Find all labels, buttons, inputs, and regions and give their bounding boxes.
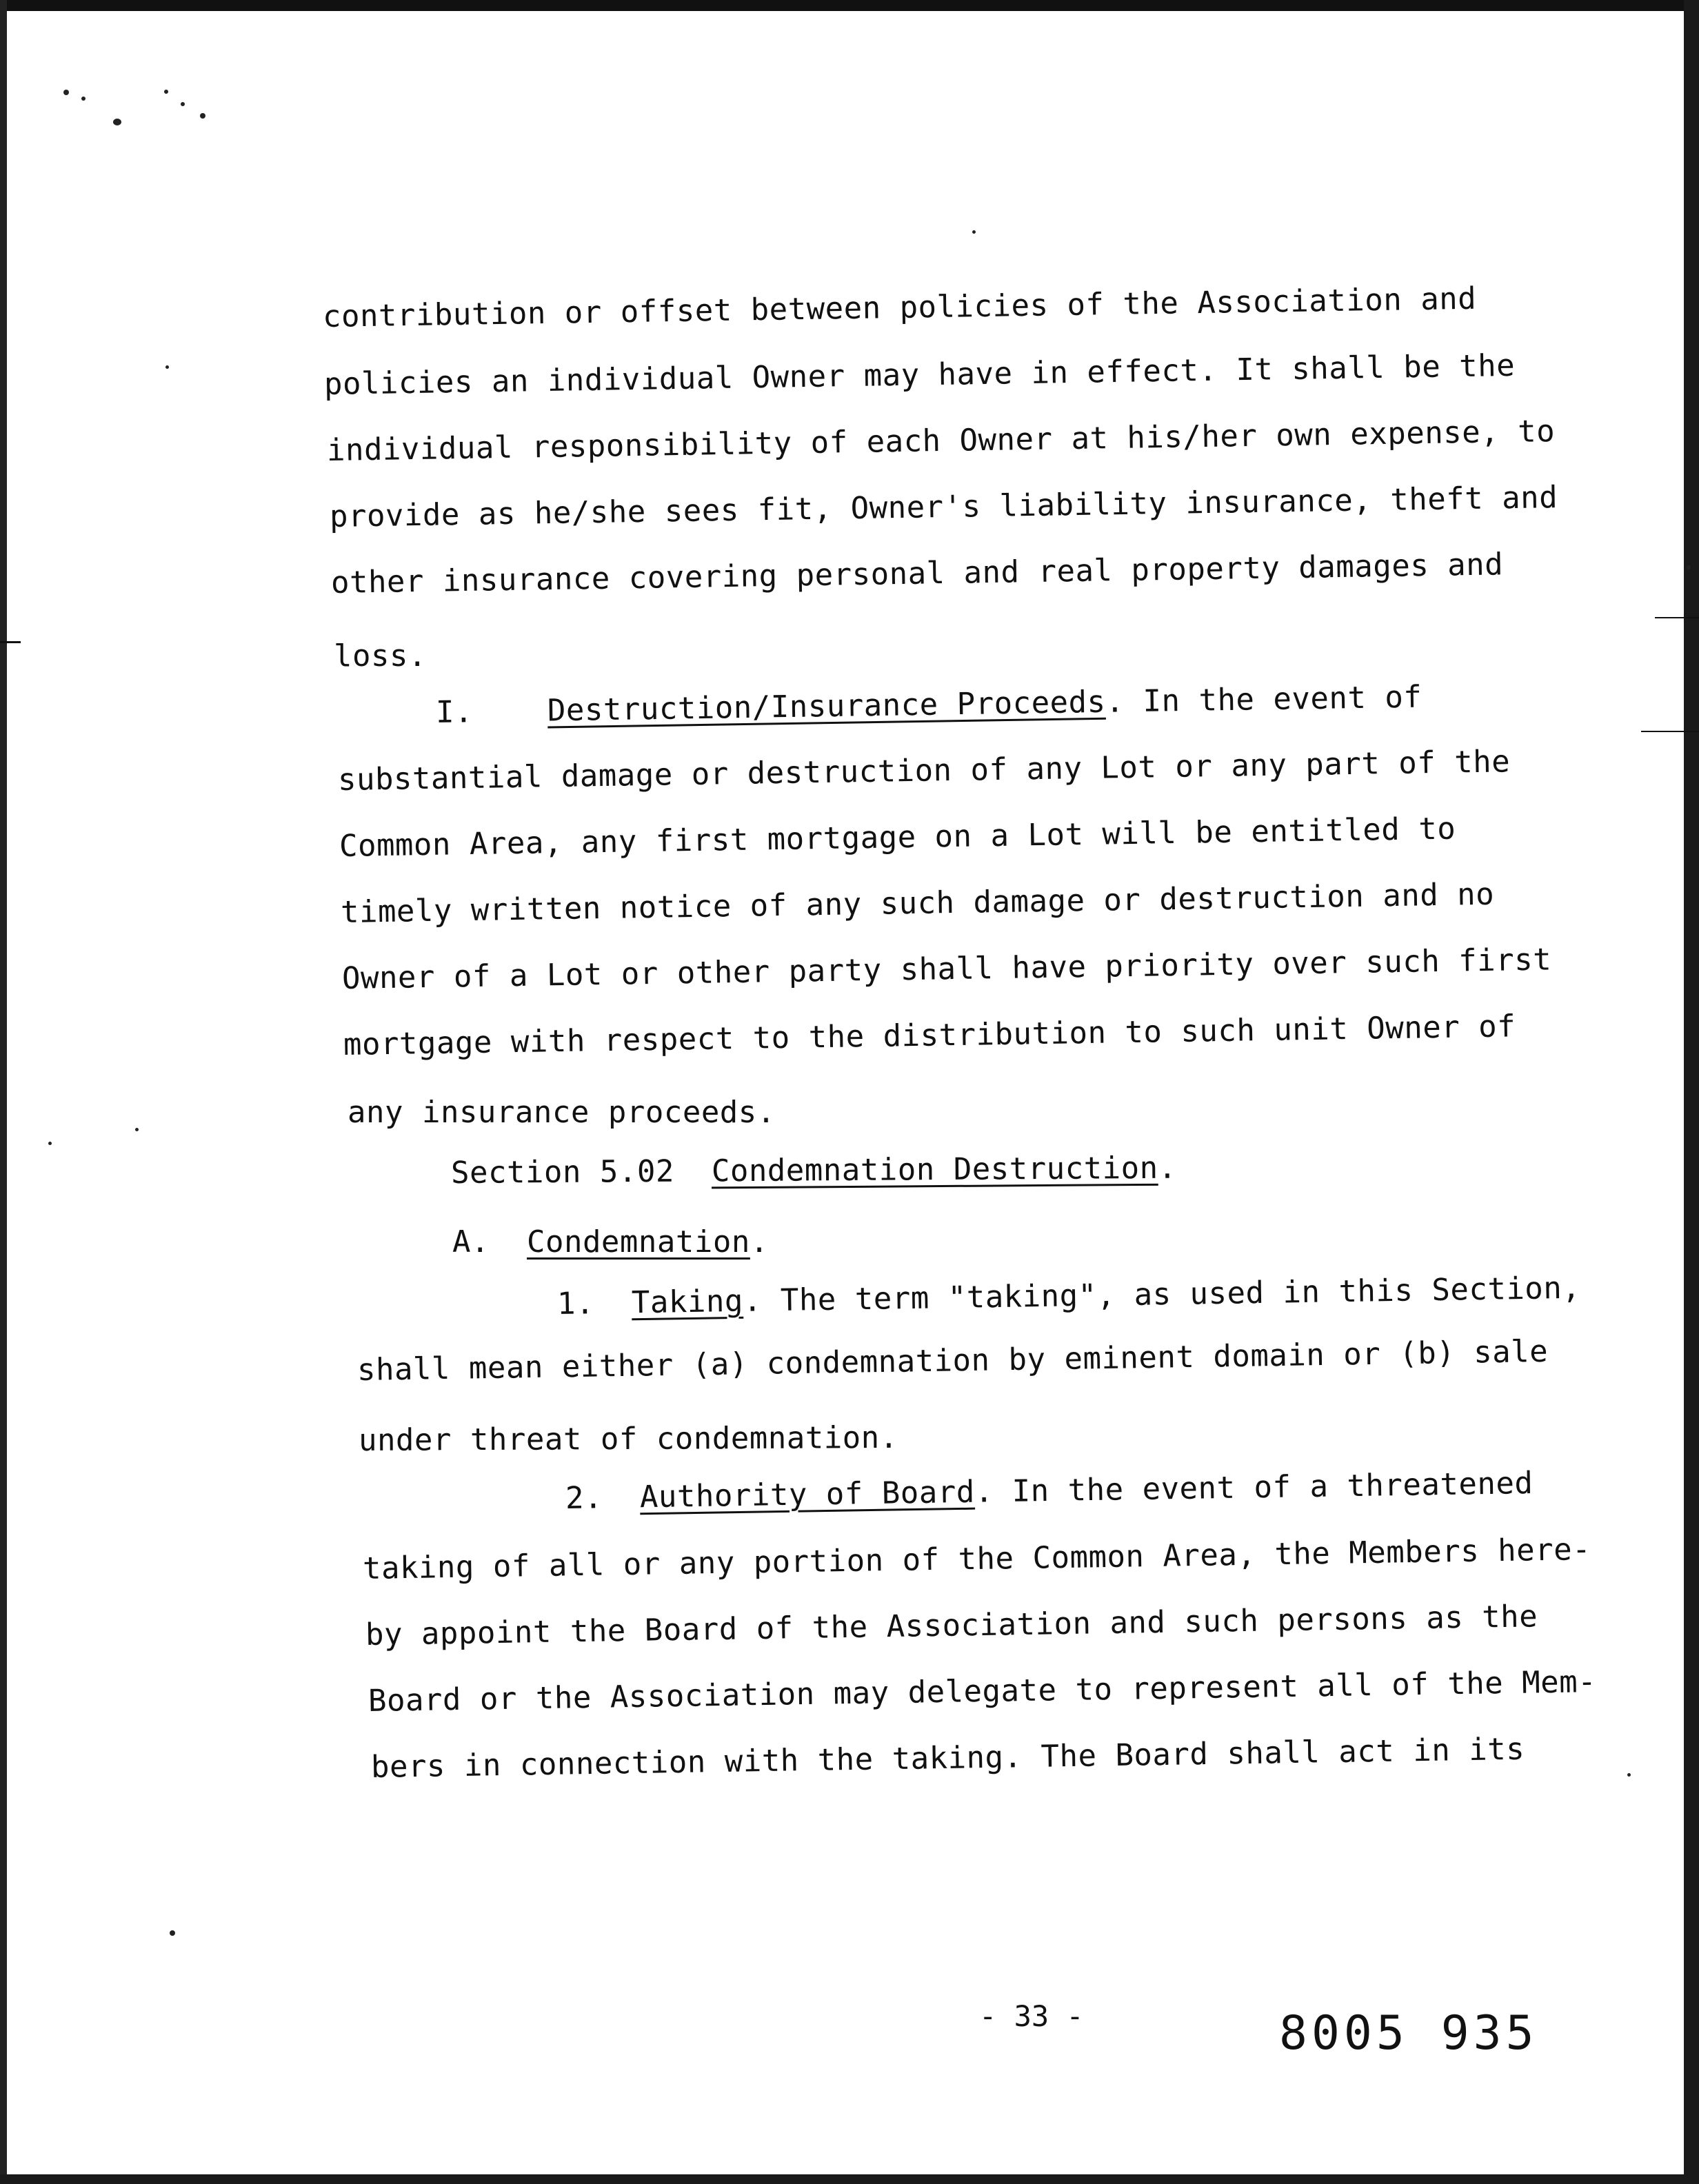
section-502-heading-end: . <box>1158 1150 1177 1186</box>
item-2-heading-line <box>565 1465 1534 1516</box>
item-2-first-line: . In the event of a threatened <box>974 1465 1534 1510</box>
body-line: Common Area, any first mortgage on a Lot will be entitled to <box>339 811 1456 864</box>
body-line: any insurance proceeds. <box>348 1095 776 1130</box>
subsection-a-label: A. <box>452 1224 490 1260</box>
subsection-a-heading: Condemnation <box>526 1224 750 1260</box>
body-line: policies an individual Owner may have in effect. It shall be the <box>323 347 1516 402</box>
section-i-number: I. <box>435 694 474 730</box>
section-i-heading-line <box>435 679 1422 730</box>
section-i-heading: Destruction/Insurance Proceeds <box>547 684 1106 729</box>
body-line: taking of all or any portion of the Common Area, the Members here- <box>362 1532 1591 1586</box>
document-number: 8005 935 <box>1279 2006 1538 2061</box>
item-1-heading-line <box>556 1270 1581 1322</box>
body-line: individual responsibility of each Owner at his/her own expense, to <box>326 414 1556 468</box>
body-line: by appoint the Board of the Association and such persons as the <box>365 1599 1538 1652</box>
body-line: shall mean either (a) condemnation by eminent domain or (b) sale <box>356 1333 1549 1388</box>
body-line: mortgage with respect to the distribution to such unit Owner of <box>343 1009 1516 1062</box>
body-line: provide as he/she sees fit, Owner's liability insurance, theft and <box>329 480 1558 534</box>
section-502-heading: Condemnation Destruction <box>711 1150 1158 1189</box>
body-line: timely written notice of any such damage or destruction and no <box>340 876 1495 930</box>
body-line: bers in connection with the taking. The Board shall act in its <box>370 1731 1525 1785</box>
body-line: Board or the Association may delegate to represent all of the Mem- <box>368 1664 1597 1719</box>
item-1-number: 1. <box>556 1286 595 1322</box>
item-2-heading: Authority of Board <box>639 1474 976 1515</box>
section-502-label: Section 5.02 <box>450 1153 675 1191</box>
section-i-first-line: . In the event of <box>1105 679 1422 720</box>
subsection-a-heading-line <box>452 1224 769 1260</box>
body-line: other insurance covering personal and real property damages and <box>330 547 1504 600</box>
body-line: loss. <box>334 638 427 674</box>
item-1-heading: Taking <box>631 1283 744 1321</box>
body-line: Owner of a Lot or other party shall have priority over such first <box>341 942 1552 996</box>
body-line: contribution or offset between policies of the Association and <box>322 281 1477 334</box>
body-line: under threat of condemnation. <box>358 1419 898 1458</box>
item-2-number: 2. <box>565 1480 603 1516</box>
page-number: - 33 - <box>979 1999 1084 2033</box>
body-line: substantial damage or destruction of any Lot or any part of the <box>337 744 1511 798</box>
item-1-first-line: . The term "taking", as used in this Section, <box>743 1270 1581 1319</box>
section-502-heading-line <box>450 1150 1177 1191</box>
subsection-a-heading-end: . <box>750 1224 769 1260</box>
